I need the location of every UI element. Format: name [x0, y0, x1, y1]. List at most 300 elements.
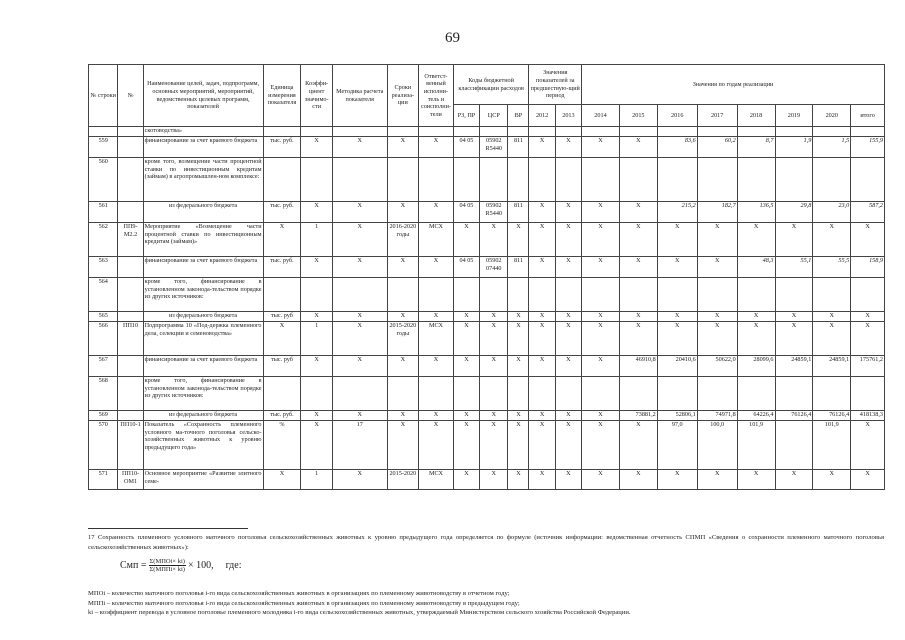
- row-2017: X: [697, 223, 737, 257]
- row-2015: [619, 127, 657, 137]
- row-2020: [813, 377, 851, 411]
- row-coef: X: [301, 356, 333, 377]
- row-terms: X: [387, 421, 419, 470]
- row-executor: X: [419, 421, 454, 470]
- row-executor: [419, 158, 454, 202]
- row-number: 571: [89, 470, 118, 490]
- row-code: [118, 137, 143, 158]
- row-csr: [480, 377, 508, 411]
- row-csr: X: [480, 470, 508, 490]
- formula-denominator: Σ(МППi× ki): [149, 566, 185, 573]
- header-y2013: 2013: [555, 105, 581, 127]
- row-2016: 20410,6: [657, 356, 697, 377]
- row-unit: [263, 278, 301, 312]
- header-name: Наименование целей, задач, подпрограмм, основных мероприятий, мероприятий, ведомственных целевых программ, показателей: [143, 65, 263, 127]
- row-2017: X: [697, 312, 737, 322]
- row-method: X: [332, 411, 387, 421]
- row-2018: 28099,6: [737, 356, 775, 377]
- row-unit: тыс. руб.: [263, 411, 301, 421]
- row-2017: X: [697, 470, 737, 490]
- row-2014: [582, 127, 620, 137]
- row-terms: X: [387, 137, 419, 158]
- table-row: [89, 278, 885, 312]
- row-2012: [529, 278, 555, 312]
- table-row: [89, 312, 885, 322]
- row-2014: X: [582, 411, 620, 421]
- header-y2016: 2016: [657, 105, 697, 127]
- row-number: 559: [89, 137, 118, 158]
- row-code: [118, 158, 143, 202]
- row-2017: X: [697, 257, 737, 278]
- row-2020: X: [813, 223, 851, 257]
- row-terms: X: [387, 356, 419, 377]
- row-rz: 04 05: [453, 257, 479, 278]
- row-name: Мероприятие «Возмещение части процентной ставки по инвестиционным кредитам (займам)»: [143, 223, 263, 257]
- row-2020: 23,0: [813, 202, 851, 223]
- row-2017: 60,2: [697, 137, 737, 158]
- row-2015: X: [619, 421, 657, 470]
- table-row: [89, 127, 885, 137]
- header-y2014: 2014: [582, 105, 620, 127]
- footnote: 17 Сохранность племенного условного маточного поголовья сельскохозяйственных животных к уровню предыдущего года определяется по формуле (источник информации: ведомственная отчетность СПМП «Сведения о сохранности племенного маточного поголовья сельскохозяйственных животных»):: [88, 534, 884, 551]
- row-2020: 24859,1: [813, 356, 851, 377]
- row-2018: [737, 127, 775, 137]
- row-vr: X: [508, 411, 529, 421]
- row-number: 569: [89, 411, 118, 421]
- row-total: [851, 158, 885, 202]
- row-2014: X: [582, 137, 620, 158]
- row-executor: X: [419, 411, 454, 421]
- table-row: [89, 470, 885, 490]
- row-unit: X: [263, 322, 301, 356]
- row-csr: [480, 127, 508, 137]
- row-name: Показатель «Сохранность племенного условного ма-точного поголовья сельско-хозяйственных животных к уровню предыдущего года»: [143, 421, 263, 470]
- row-number: 565: [89, 312, 118, 322]
- row-2012: X: [529, 137, 555, 158]
- row-2014: X: [582, 312, 620, 322]
- row-method: X: [332, 312, 387, 322]
- row-executor: X: [419, 202, 454, 223]
- row-2015: X: [619, 223, 657, 257]
- row-number: 561: [89, 202, 118, 223]
- row-coef: 1: [301, 223, 333, 257]
- row-code: [118, 127, 143, 137]
- formula-numerator: Σ(МПОi× ki): [149, 558, 185, 565]
- row-number: [89, 127, 118, 137]
- row-2017: 182,7: [697, 202, 737, 223]
- row-coef: [301, 278, 333, 312]
- row-unit: [263, 377, 301, 411]
- formula-where: где:: [225, 560, 242, 571]
- row-2017: 100,0: [697, 421, 737, 470]
- row-csr: X: [480, 356, 508, 377]
- row-unit: %: [263, 421, 301, 470]
- row-code: [118, 278, 143, 312]
- footnote-divider: [88, 528, 248, 529]
- table-row: [89, 356, 885, 377]
- row-2017: X: [697, 322, 737, 356]
- row-rz: [453, 127, 479, 137]
- legend-line: МППi – количество маточного поголовья i-го вида сельскохозяйственных животных в организациях по племенному животноводству в предыдущем году;: [88, 599, 520, 607]
- row-2012: [529, 127, 555, 137]
- row-2019: X: [775, 322, 813, 356]
- row-2015: X: [619, 257, 657, 278]
- table-row: [89, 322, 885, 356]
- row-2019: X: [775, 223, 813, 257]
- row-2018: X: [737, 470, 775, 490]
- row-coef: 1: [301, 322, 333, 356]
- formula-lhs: Смп =: [120, 560, 147, 571]
- formula: [120, 558, 242, 573]
- row-csr: [480, 158, 508, 202]
- row-executor: МСХ: [419, 322, 454, 356]
- header-codes: Коды бюджетной классификации расходов: [453, 65, 529, 105]
- row-total: X: [851, 470, 885, 490]
- row-vr: [508, 278, 529, 312]
- row-vr: 811: [508, 137, 529, 158]
- row-2016: X: [657, 257, 697, 278]
- row-2020: X: [813, 322, 851, 356]
- row-2020: 1,5: [813, 137, 851, 158]
- header-rz: РЗ, ПР: [453, 105, 479, 127]
- row-2017: [697, 377, 737, 411]
- row-terms: [387, 278, 419, 312]
- row-terms: X: [387, 202, 419, 223]
- row-2013: X: [555, 411, 581, 421]
- row-coef: 1: [301, 470, 333, 490]
- row-2016: X: [657, 223, 697, 257]
- legend-line: ki – коэффициент перевода в условное поголовье племенного молодняка i-го вида сельскохозяйственных животных, утверждаемый Министерством сельского хозяйства Российской Федерации.: [88, 609, 631, 617]
- row-2014: [582, 158, 620, 202]
- row-2020: [813, 127, 851, 137]
- row-rz: X: [453, 356, 479, 377]
- row-2013: [555, 158, 581, 202]
- row-2019: 1,9: [775, 137, 813, 158]
- row-rz: X: [453, 223, 479, 257]
- row-vr: 811: [508, 202, 529, 223]
- row-2018: 101,9: [737, 421, 775, 470]
- row-code: [118, 257, 143, 278]
- row-2013: X: [555, 470, 581, 490]
- row-executor: X: [419, 257, 454, 278]
- header-y2012: 2012: [529, 105, 555, 127]
- row-2019: [775, 158, 813, 202]
- row-unit: тыс. руб.: [263, 202, 301, 223]
- formula-fraction: [149, 558, 186, 573]
- row-csr: X: [480, 223, 508, 257]
- row-code: [118, 356, 143, 377]
- row-rz: X: [453, 322, 479, 356]
- row-2015: 46910,8: [619, 356, 657, 377]
- row-total: 418138,3: [851, 411, 885, 421]
- row-method: X: [332, 257, 387, 278]
- row-csr: X: [480, 322, 508, 356]
- row-number: 564: [89, 278, 118, 312]
- row-name: из федерального бюджета: [143, 411, 263, 421]
- row-code: [118, 411, 143, 421]
- row-total: X: [851, 421, 885, 470]
- header-row-no: № строки: [89, 65, 118, 127]
- table-row: [89, 411, 885, 421]
- row-csr: [480, 278, 508, 312]
- row-2016: 97,0: [657, 421, 697, 470]
- row-executor: [419, 278, 454, 312]
- row-2012: X: [529, 421, 555, 470]
- row-2013: [555, 377, 581, 411]
- header-method: Методика расчета показателя: [332, 65, 387, 127]
- table-row: [89, 137, 885, 158]
- row-total: 155,9: [851, 137, 885, 158]
- row-2014: [582, 377, 620, 411]
- row-rz: [453, 377, 479, 411]
- row-2018: 48,3: [737, 257, 775, 278]
- row-executor: МСХ: [419, 470, 454, 490]
- row-2013: X: [555, 322, 581, 356]
- row-2018: 136,5: [737, 202, 775, 223]
- row-code: ПП10-ОМ1: [118, 470, 143, 490]
- row-2016: X: [657, 470, 697, 490]
- row-rz: X: [453, 312, 479, 322]
- row-terms: 2016-2020 годы: [387, 223, 419, 257]
- row-total: 587,2: [851, 202, 885, 223]
- row-terms: X: [387, 257, 419, 278]
- row-2015: X: [619, 470, 657, 490]
- header-coef: Коэффи-циент значимо-сти: [301, 65, 333, 127]
- row-name: скотоводства»: [143, 127, 263, 137]
- row-code: ПП9-М2.2: [118, 223, 143, 257]
- row-2013: X: [555, 257, 581, 278]
- row-2018: [737, 377, 775, 411]
- row-rz: [453, 158, 479, 202]
- header-years-group: Значения по годам реализации: [582, 65, 885, 105]
- row-2012: X: [529, 312, 555, 322]
- row-2014: X: [582, 257, 620, 278]
- page-number: 69: [445, 30, 460, 46]
- row-vr: 811: [508, 257, 529, 278]
- row-name: финансирование за счет краевого бюджета: [143, 137, 263, 158]
- table-row: [89, 421, 885, 470]
- row-2020: [813, 278, 851, 312]
- row-2019: [775, 377, 813, 411]
- row-2015: X: [619, 322, 657, 356]
- row-vr: [508, 127, 529, 137]
- row-terms: [387, 127, 419, 137]
- row-unit: тыс. руб.: [263, 137, 301, 158]
- row-vr: X: [508, 421, 529, 470]
- row-unit: тыс. руб.: [263, 257, 301, 278]
- row-2015: [619, 278, 657, 312]
- row-coef: [301, 127, 333, 137]
- header-no: №: [118, 65, 143, 127]
- header-y2015: 2015: [619, 105, 657, 127]
- row-2015: X: [619, 202, 657, 223]
- row-terms: 2015-2020 годы: [387, 322, 419, 356]
- formula-legend: [88, 589, 888, 618]
- header-y2019: 2019: [775, 105, 813, 127]
- row-2017: [697, 127, 737, 137]
- row-coef: [301, 377, 333, 411]
- row-2016: 52806,1: [657, 411, 697, 421]
- row-2012: X: [529, 411, 555, 421]
- row-method: X: [332, 223, 387, 257]
- row-executor: X: [419, 356, 454, 377]
- row-2015: X: [619, 312, 657, 322]
- row-total: [851, 377, 885, 411]
- row-terms: 2015-2020: [387, 470, 419, 490]
- row-csr: X: [480, 312, 508, 322]
- row-rz: X: [453, 421, 479, 470]
- row-terms: [387, 377, 419, 411]
- row-2016: 215,2: [657, 202, 697, 223]
- row-csr: 05902 R5440: [480, 137, 508, 158]
- row-vr: X: [508, 223, 529, 257]
- row-name: из федерального бюджета: [143, 312, 263, 322]
- header-csr: ЦСР: [480, 105, 508, 127]
- row-coef: X: [301, 137, 333, 158]
- row-2016: [657, 127, 697, 137]
- row-code: [118, 202, 143, 223]
- row-2017: [697, 158, 737, 202]
- row-2019: [775, 421, 813, 470]
- header-y2017: 2017: [697, 105, 737, 127]
- row-rz: X: [453, 470, 479, 490]
- row-executor: [419, 377, 454, 411]
- row-method: X: [332, 356, 387, 377]
- row-2020: 55,5: [813, 257, 851, 278]
- header-vr: ВР: [508, 105, 529, 127]
- row-2018: [737, 158, 775, 202]
- row-rz: 04 05: [453, 202, 479, 223]
- row-method: [332, 158, 387, 202]
- row-2012: X: [529, 202, 555, 223]
- header-terms: Сроки реализа-ции: [387, 65, 419, 127]
- row-2014: X: [582, 202, 620, 223]
- row-2013: X: [555, 202, 581, 223]
- row-csr: 05902 R5440: [480, 202, 508, 223]
- row-2014: X: [582, 356, 620, 377]
- row-rz: 04 05: [453, 137, 479, 158]
- row-2013: [555, 278, 581, 312]
- table-row: [89, 202, 885, 223]
- row-unit: [263, 158, 301, 202]
- header-y2020: 2020: [813, 105, 851, 127]
- table-body: [89, 127, 885, 490]
- row-2012: X: [529, 322, 555, 356]
- row-2019: 24859,1: [775, 356, 813, 377]
- header-total: итого: [851, 105, 885, 127]
- table-header: [89, 65, 885, 127]
- table-row: [89, 223, 885, 257]
- row-2018: 64226,4: [737, 411, 775, 421]
- row-2018: X: [737, 223, 775, 257]
- row-unit: тыс. руб: [263, 356, 301, 377]
- row-2014: X: [582, 223, 620, 257]
- row-2015: 73881,2: [619, 411, 657, 421]
- row-2019: X: [775, 470, 813, 490]
- row-2018: 8,7: [737, 137, 775, 158]
- row-2017: [697, 278, 737, 312]
- row-name: финансирование за счет краевого бюджета: [143, 356, 263, 377]
- row-name: Основное мероприятие «Развитие элитного семе-: [143, 470, 263, 490]
- row-name: кроме того, финансирование в установленном законода-тельством порядке из других источников:: [143, 278, 263, 312]
- row-2020: 76126,4: [813, 411, 851, 421]
- row-terms: [387, 158, 419, 202]
- table-row: [89, 377, 885, 411]
- row-total: [851, 278, 885, 312]
- row-csr: X: [480, 411, 508, 421]
- row-unit: X: [263, 470, 301, 490]
- row-total: X: [851, 223, 885, 257]
- row-number: 567: [89, 356, 118, 377]
- row-2015: X: [619, 137, 657, 158]
- row-2016: [657, 158, 697, 202]
- row-vr: X: [508, 356, 529, 377]
- row-coef: X: [301, 411, 333, 421]
- row-method: X: [332, 470, 387, 490]
- row-2012: X: [529, 356, 555, 377]
- row-2020: X: [813, 312, 851, 322]
- row-2012: X: [529, 470, 555, 490]
- row-method: [332, 127, 387, 137]
- row-total: X: [851, 312, 885, 322]
- row-number: 570: [89, 421, 118, 470]
- row-2019: [775, 278, 813, 312]
- row-method: 17: [332, 421, 387, 470]
- row-2013: X: [555, 356, 581, 377]
- row-method: X: [332, 202, 387, 223]
- header-y2018: 2018: [737, 105, 775, 127]
- row-2018: X: [737, 322, 775, 356]
- row-2014: X: [582, 470, 620, 490]
- row-executor: X: [419, 312, 454, 322]
- row-2013: X: [555, 137, 581, 158]
- row-vr: [508, 158, 529, 202]
- row-2015: [619, 158, 657, 202]
- header-executor: Ответст-венный исполни-тель и соисполни-тели: [419, 65, 454, 127]
- row-unit: тыс. руб: [263, 312, 301, 322]
- row-method: X: [332, 137, 387, 158]
- row-2020: X: [813, 470, 851, 490]
- table-row: [89, 257, 885, 278]
- row-name: финансирование за счет краевого бюджета: [143, 257, 263, 278]
- row-2017: 50622,0: [697, 356, 737, 377]
- row-name: кроме того, финансирование в установленном законода-тельством порядке из других источников:: [143, 377, 263, 411]
- legend-line: МПОi – количество маточного поголовья i-го вида сельскохозяйственных животных в организациях по племенному животноводству в отчетном году;: [88, 590, 510, 597]
- row-method: [332, 377, 387, 411]
- row-2012: [529, 158, 555, 202]
- row-2017: 74971,8: [697, 411, 737, 421]
- row-csr: 05902 07440: [480, 257, 508, 278]
- row-coef: X: [301, 202, 333, 223]
- row-total: [851, 127, 885, 137]
- row-vr: X: [508, 322, 529, 356]
- row-method: X: [332, 322, 387, 356]
- row-coef: X: [301, 257, 333, 278]
- row-code: ПП10: [118, 322, 143, 356]
- row-2020: 101,9: [813, 421, 851, 470]
- row-2013: X: [555, 223, 581, 257]
- row-coef: X: [301, 421, 333, 470]
- row-unit: [263, 127, 301, 137]
- row-rz: X: [453, 411, 479, 421]
- row-2014: [582, 278, 620, 312]
- row-number: 562: [89, 223, 118, 257]
- row-2013: X: [555, 312, 581, 322]
- row-2020: [813, 158, 851, 202]
- row-method: [332, 278, 387, 312]
- row-2016: [657, 278, 697, 312]
- row-2014: X: [582, 322, 620, 356]
